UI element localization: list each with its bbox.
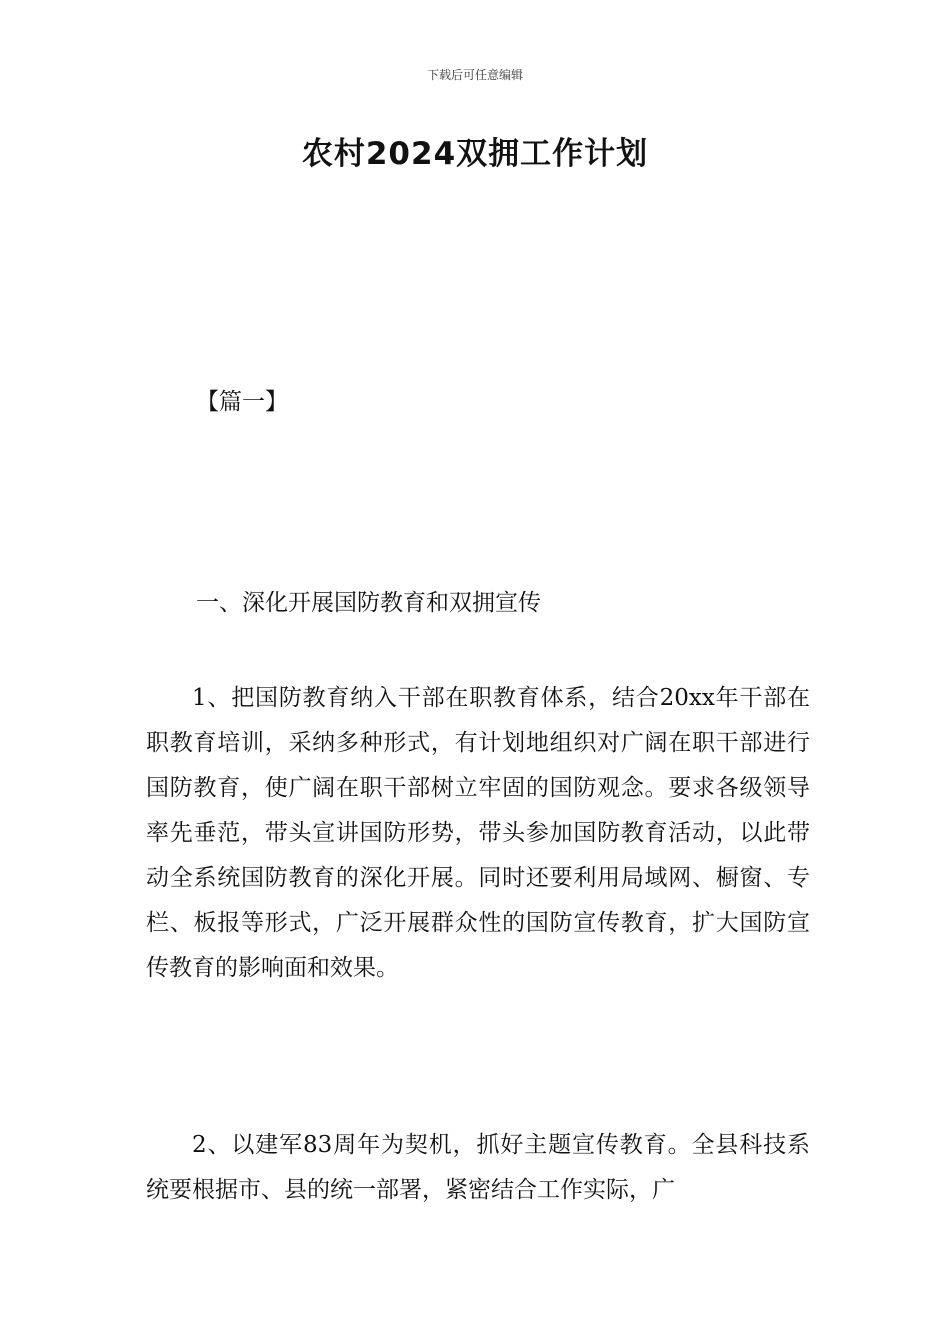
section-heading: 一、深化开展国防教育和双拥宣传: [196, 590, 541, 616]
paragraph-1: 1、把国防教育纳入干部在职教育体系，结合20xx年干部在职教育培训，采纳多种形式，有计划地组织对广阔在职干部进行国防教育，使广阔在职干部树立牢固的国防观念。要求各级领导率先垂范，带头宣讲国防形势，带头参加国防教育活动，以此带动全系统国防教育的深化开展。同时还要利用局域网、橱窗、专栏、板报等形式，广泛开展群众性的国防宣传教育，扩大国防宣传教育的影响面和效果。: [146, 685, 810, 981]
paragraph-2: 2、以建军83周年为契机，抓好主题宣传教育。全县科技系统要根据市、县的统一部署，紧密结合工作实际，广: [146, 1132, 810, 1203]
document-title: 农村2024双拥工作计划: [301, 136, 649, 172]
section-tag: 【篇一】: [196, 389, 288, 415]
header-note: 下载后可任意编辑: [426, 68, 523, 82]
